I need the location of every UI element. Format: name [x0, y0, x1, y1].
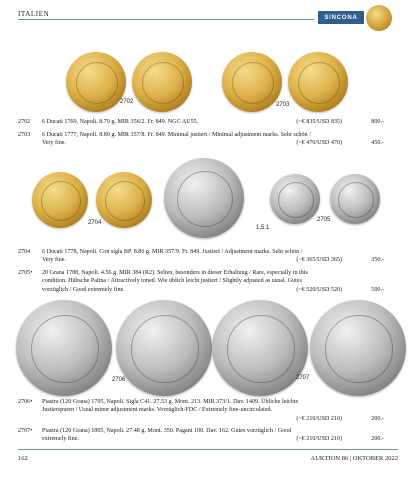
- brand-coin-logo-icon: [366, 5, 392, 31]
- lot-description-line1: 6 Ducati 1778, Napoli. Con sigla BP. 8.86 g. MIR 357/9. Fr. 849. Justiert / Adjustment marks. Sehr schön /: [42, 249, 303, 255]
- lot-estimate: (~€ 470/USD 470): [296, 140, 342, 147]
- coin-2704-obverse: [32, 172, 88, 228]
- scale-label: 1,5:1: [256, 225, 270, 231]
- lot-text: Very fine.: [42, 140, 67, 147]
- lot-description-line1: 20 Grana 1788, Napoli. 4.56 g. MIR 384 (R2). Selten, besonders in dieser Erhaltung / Rare, especially in this: [42, 270, 308, 276]
- lot-text: Very fine.: [42, 257, 67, 264]
- lot-description-line2: [42, 256, 342, 264]
- section-title: ITALIEN: [18, 10, 50, 18]
- lot-estimate: (~€ 365/USD 365): [296, 257, 342, 264]
- lot-number: 2705•: [18, 270, 33, 276]
- footer-rule: [18, 449, 398, 450]
- lot-description-line1: Piastra (120 Grana) 1795, Napoli. Sigla C41. 27.53 g. Mont. 213. MIR 373/1. Dav. 1409. Übliche leichte: [42, 399, 299, 405]
- coin-2702-obverse: [66, 52, 126, 112]
- coin-2702-reverse: [132, 52, 192, 112]
- lot-description-line1: Piastra (120 Grana) 1805, Napoli. 27.48 g. Mont. 350. Pagani 100. Dav. 162. Gutes vorzüglich / Good: [42, 428, 292, 434]
- coin-2705-obverse-enlarged: [164, 158, 244, 238]
- lot-estimate: (~€ 210/USD 210): [296, 436, 342, 443]
- lot-description-line3: [42, 286, 342, 294]
- lot-2706: [0, 398, 418, 425]
- lot-description-line1: 6 Ducati 1777, Napoli. 8.80 g. MIR 357/8. Fr. 849. Minimal justiert / Minimal adjustment marks. Sehr schön /: [42, 132, 311, 138]
- lot-2703: [0, 131, 418, 149]
- lot-text: extremely fine.: [42, 436, 79, 443]
- lot-description-line2: Justierspuren / Usual minor adjustment marks. Vorzüglich-FDC / Extremely fine-uncirculated.: [42, 407, 273, 414]
- image-label-2707: 2707: [296, 375, 310, 381]
- image-label-2702: 2702: [120, 99, 134, 105]
- lot-text: 6 Ducati 1769, Napoli. 8.79 g. MIR 356/2. Fr. 849. NGC AU55.: [42, 119, 199, 125]
- coin-2705-reverse: [330, 174, 380, 224]
- image-label-2704: 2704: [88, 220, 102, 226]
- coin-2703-reverse: [288, 52, 348, 112]
- coin-2704-reverse: [96, 172, 152, 228]
- coin-2706-obverse: [16, 300, 112, 396]
- lot-2707: [0, 427, 418, 445]
- coin-2705-obverse: [270, 174, 320, 224]
- coin-2706-reverse: [116, 300, 212, 396]
- lot-estimate: (~€ 210/USD 210): [296, 415, 342, 422]
- lot-text: vorzüglich / Good extremely fine.: [42, 286, 125, 293]
- lot-2705: [0, 269, 418, 296]
- lot-description-line2: condition. Hübsche Patina / Attractively toned. Wie üblich leicht justiert / Slightly adjusted as usual. Gutes: [42, 278, 302, 285]
- lot-number: 2707•: [18, 428, 33, 434]
- coin-2707-obverse: [212, 300, 308, 396]
- lot-number: 2703: [18, 132, 31, 138]
- lot-price: 200.-: [371, 415, 384, 422]
- lot-2702: [0, 118, 418, 127]
- lot-description-line2: [42, 139, 342, 147]
- lot-price: 450.-: [371, 140, 384, 147]
- lot-price: 350.-: [371, 257, 384, 264]
- lot-price: 800.-: [371, 119, 384, 125]
- lot-estimate: (~€ 520/USD 520): [296, 286, 342, 293]
- lot-number: 2706•: [18, 399, 33, 405]
- image-label-2706: 2706: [112, 377, 126, 383]
- lot-estimate: (~€ 835/USD 835): [296, 119, 342, 125]
- header-rule: [18, 19, 314, 20]
- brand-badge: SINCONA: [318, 11, 364, 24]
- coin-2703-obverse: [222, 52, 282, 112]
- lot-price: 500.-: [371, 286, 384, 293]
- page-number: 162: [18, 455, 28, 462]
- lot-number: 2704: [18, 249, 31, 255]
- lot-2704: [0, 248, 418, 266]
- lot-number: 2702: [18, 119, 31, 125]
- lot-description-line2: [42, 435, 342, 443]
- image-label-2705: 2705: [317, 217, 331, 223]
- coin-2707-reverse: [310, 300, 406, 396]
- lot-description: [42, 118, 342, 126]
- auction-name: AUKTION 86 | OKTOBER 2022: [310, 455, 398, 462]
- lot-price: 200.-: [371, 436, 384, 443]
- image-label-2703: 2703: [276, 102, 290, 108]
